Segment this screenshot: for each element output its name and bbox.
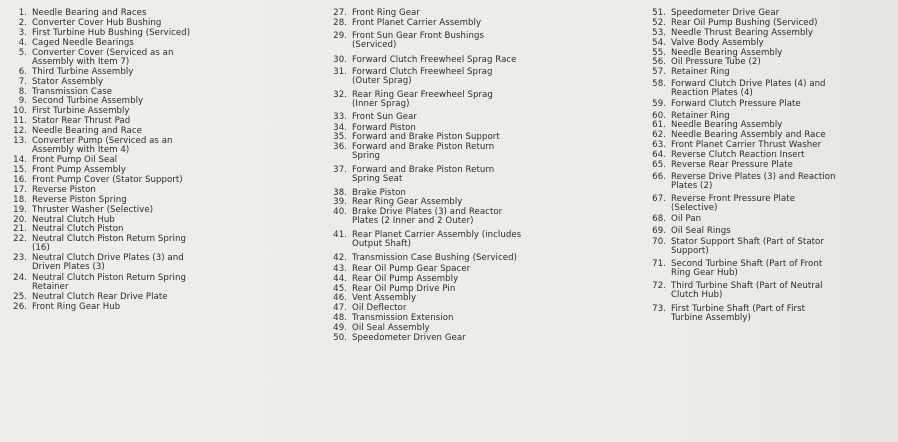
legend-item-text: Front Planet Carrier Assembly: [352, 17, 482, 28]
legend-item-text: Converter Pump (Serviced as an Assembly with Item 4): [32, 135, 173, 156]
legend-item-text: Thruster Washer (Selective): [32, 204, 154, 215]
legend-item-text: Forward Clutch Drive Plates (4) and Reaction Plates (4): [671, 78, 826, 99]
legend-column-2: [326, 9, 626, 344]
legend-item: [6, 196, 306, 205]
legend-item: [6, 293, 306, 302]
legend-item-number: 58.: [652, 78, 666, 89]
legend-item: [326, 90, 626, 109]
legend-item: [6, 303, 306, 312]
legend-item-text: Rear Oil Pump Bushing (Serviced): [671, 17, 818, 28]
legend-item-text: Front Pump Oil Seal: [32, 155, 118, 166]
legend-item-number: 36.: [333, 142, 347, 153]
legend-item-number: 25.: [13, 291, 27, 302]
legend-item-number: 68.: [652, 214, 666, 225]
legend-item-text: Brake Piston: [352, 187, 406, 198]
legend-item: [6, 186, 306, 195]
legend-item-number: 45.: [333, 283, 347, 294]
legend-item-number: 28.: [333, 17, 347, 28]
legend-item: [645, 100, 895, 109]
legend-item-number: 14.: [13, 155, 27, 166]
legend-item-text: Neutral Clutch Piston: [32, 224, 124, 235]
legend-item-text: Forward Clutch Freewheel Sprag Race: [352, 54, 517, 65]
legend-item-number: 65.: [652, 159, 666, 171]
legend-item-number: 61.: [652, 120, 666, 131]
legend-item-number: 37.: [333, 164, 347, 175]
legend-item-number: 29.: [333, 30, 347, 42]
legend-item-text: Neutral Clutch Drive Plates (3) and Driven Plates (3): [32, 253, 184, 273]
legend-item-text: Converter Cover (Serviced as an Assembly with Item 7): [32, 47, 174, 68]
legend-item: [6, 39, 306, 48]
legend-item-text: Reverse Piston: [32, 184, 96, 195]
legend-item-text: Rear Ring Gear Assembly: [352, 197, 463, 208]
legend-item: [326, 334, 626, 343]
legend-item: [6, 19, 306, 28]
legend-item-number: 1.: [18, 7, 27, 19]
legend-item: [645, 173, 895, 192]
legend-item-text: Second Turbine Shaft (Part of Front Ring Gear Hub): [671, 258, 823, 279]
legend-item-text: Oil Seal Rings: [671, 225, 731, 236]
legend-item-text: Retainer Ring: [671, 110, 730, 121]
legend-item-text: Neutral Clutch Piston Return Spring (16): [32, 234, 186, 254]
legend-item-text: Rear Oil Pump Drive Pin: [352, 283, 456, 294]
legend-item-text: Oil Pan: [671, 214, 702, 225]
legend-item-number: 39.: [333, 197, 347, 208]
legend-item: [645, 29, 895, 38]
legend-item-text: Transmission Case Bushing (Serviced): [352, 252, 518, 263]
legend-item-text: Second Turbine Assembly: [32, 96, 144, 107]
legend-item-text: Forward Piston: [352, 122, 416, 133]
legend-item-number: 66.: [652, 172, 666, 183]
legend-item: [6, 137, 306, 156]
legend-item-number: 21.: [13, 224, 27, 235]
legend-item-text: Rear Oil Pump Gear Spacer: [352, 263, 471, 274]
legend-item-number: 3.: [18, 27, 27, 38]
legend-item-number: 56.: [652, 57, 666, 68]
legend-column-3: [645, 9, 895, 324]
legend-item-number: 55.: [652, 47, 666, 58]
legend-item-number: 13.: [13, 135, 27, 146]
legend-item-text: Reverse Piston Spring: [32, 194, 127, 205]
legend-item-number: 38.: [333, 187, 347, 198]
legend-item-number: 62.: [652, 130, 666, 141]
legend-item: [6, 29, 306, 38]
legend-item: [326, 19, 626, 28]
legend-item-text: Retainer Ring: [671, 67, 730, 78]
legend-item-number: 63.: [652, 140, 666, 151]
legend-item: [326, 231, 626, 250]
legend-item: [645, 282, 895, 301]
legend-item-text: Transmission Extension: [352, 313, 454, 324]
legend-item-number: 40.: [333, 207, 347, 218]
legend-item-number: 20.: [13, 214, 27, 225]
legend-item-text: Reverse Drive Plates (3) and Reaction Plates (2): [671, 172, 836, 192]
legend-item-number: 57.: [652, 67, 666, 78]
legend-item: [326, 253, 626, 262]
legend-item: [645, 238, 895, 257]
legend-item-text: Vent Assembly: [352, 293, 417, 304]
legend-item-number: 4.: [18, 37, 27, 48]
legend-item-text: Needle Thrust Bearing Assembly: [671, 27, 814, 38]
legend-item-number: 2.: [18, 17, 27, 28]
legend-item-number: 24.: [13, 272, 27, 283]
legend-item-text: Speedometer Driven Gear: [352, 332, 466, 344]
legend-item-number: 48.: [333, 313, 347, 324]
legend-item-number: 67.: [652, 193, 666, 204]
legend-item-number: 11.: [13, 116, 27, 127]
legend-item: [645, 19, 895, 28]
legend-item: [645, 227, 895, 236]
legend-item-number: 34.: [333, 122, 347, 133]
legend-item: [326, 265, 626, 274]
legend-item-text: Forward and Brake Piston Return Spring: [352, 142, 495, 162]
legend-item: [6, 48, 306, 67]
legend-item-number: 59.: [652, 99, 666, 110]
legend-item-text: Third Turbine Shaft (Part of Neutral Clutch Hub): [671, 281, 823, 301]
legend-item-text: Forward Clutch Pressure Plate: [671, 99, 801, 110]
legend-item: [6, 206, 306, 215]
legend-item-text: Oil Pressure Tube (2): [671, 57, 761, 68]
legend-item: [645, 161, 895, 170]
legend-item-text: First Turbine Assembly: [32, 106, 130, 117]
legend-item-number: 51.: [652, 7, 666, 19]
legend-item: [6, 78, 306, 87]
legend-item: [326, 143, 626, 162]
legend-item: [6, 273, 306, 292]
legend-item-text: Brake Drive Plates (3) and Reactor Plates (2 Inner and 2 Outer): [352, 207, 503, 227]
legend-item-number: 5.: [18, 47, 27, 58]
legend-item-text: Needle Bearing Assembly and Race: [671, 130, 826, 141]
legend-item-number: 53.: [652, 27, 666, 38]
legend-item: [326, 32, 626, 51]
legend-item-number: 10.: [13, 106, 27, 117]
legend-item: [6, 254, 306, 273]
legend-item-number: 71.: [652, 258, 666, 269]
legend-item: [645, 39, 895, 48]
legend-item-number: 42.: [333, 252, 347, 263]
legend-item: [326, 56, 626, 65]
legend-item-text: Rear Ring Gear Freewheel Sprag (Inner Sprag): [352, 89, 493, 110]
legend-item-number: 17.: [13, 184, 27, 195]
legend-item-number: 15.: [13, 164, 27, 176]
legend-item: [326, 68, 626, 87]
legend-item-text: Caged Needle Bearings: [32, 37, 134, 48]
legend-item-number: 43.: [333, 263, 347, 274]
legend-item: [645, 68, 895, 77]
legend-item-number: 30.: [333, 54, 347, 65]
legend-item-number: 60.: [652, 110, 666, 121]
legend-item-number: 23.: [13, 253, 27, 264]
legend-item-text: Oil Deflector: [352, 303, 407, 314]
legend-item: [645, 215, 895, 224]
legend-item-number: 70.: [652, 236, 666, 248]
legend-item-text: Rear Oil Pump Assembly: [352, 273, 459, 284]
legend-item-number: 31.: [333, 66, 347, 78]
legend-item-text: Speedometer Drive Gear: [671, 7, 780, 19]
legend-item-number: 12.: [13, 125, 27, 137]
legend-item-text: Reverse Rear Pressure Plate: [671, 159, 793, 171]
legend-item-text: Rear Planet Carrier Assembly (includes Output Shaft): [352, 229, 522, 250]
legend-item-number: 8.: [18, 86, 27, 97]
legend-item: [645, 195, 895, 214]
legend-item-number: 18.: [13, 194, 27, 205]
legend-item-number: 41.: [333, 229, 347, 240]
legend-item-text: Forward and Brake Piston Return Spring Seat: [352, 164, 495, 185]
legend-item-number: 52.: [652, 17, 666, 28]
legend-item-number: 47.: [333, 303, 347, 314]
legend-item-number: 69.: [652, 225, 666, 236]
legend-item-text: Front Sun Gear: [352, 112, 417, 123]
legend-item-text: Third Turbine Assembly: [32, 66, 134, 77]
legend-item-number: 22.: [13, 234, 27, 245]
legend-item-text: Converter Cover Hub Bushing: [32, 17, 162, 28]
legend-item-number: 49.: [333, 323, 347, 334]
legend-item: [645, 259, 895, 278]
legend-item-text: Front Pump Cover (Stator Support): [32, 174, 183, 186]
legend-item-text: Front Pump Assembly: [32, 164, 126, 176]
legend-item-text: First Turbine Hub Bushing (Serviced): [32, 27, 191, 38]
legend-item-text: Stator Rear Thrust Pad: [32, 116, 131, 127]
legend-item-text: Needle Bearing Assembly: [671, 120, 783, 131]
legend-item-text: Front Ring Gear Hub: [32, 301, 121, 312]
legend-item-text: Reverse Front Pressure Plate (Selective): [671, 193, 796, 214]
legend-column-1: [6, 9, 306, 313]
legend-item-number: 7.: [18, 76, 27, 87]
legend-item-text: Stator Assembly: [32, 76, 104, 87]
legend-item-number: 26.: [13, 301, 27, 312]
legend-item-text: Stator Support Shaft (Part of Stator Support): [671, 236, 824, 257]
legend-item-text: Valve Body Assembly: [671, 37, 764, 48]
legend-item-number: 27.: [333, 7, 347, 19]
legend-item-text: Neutral Clutch Piston Return Spring Retainer: [32, 272, 186, 293]
legend-item-text: Forward Clutch Freewheel Sprag (Outer Sprag): [352, 66, 493, 87]
legend-item-text: Front Ring Gear: [352, 7, 420, 19]
legend-item: [6, 68, 306, 77]
legend-item-number: 64.: [652, 149, 666, 161]
legend-item-text: Needle Bearing and Race: [32, 125, 142, 137]
legend-item-text: Reverse Clutch Reaction Insert: [671, 149, 805, 161]
legend-item: [645, 305, 895, 324]
legend-item-text: Needle Bearing Assembly: [671, 47, 783, 58]
legend-item-number: 50.: [333, 332, 347, 344]
legend-item-number: 19.: [13, 204, 27, 215]
legend-item-number: 16.: [13, 174, 27, 186]
legend-item-number: 35.: [333, 132, 347, 143]
legend-item-number: 72.: [652, 281, 666, 292]
legend-item: [326, 208, 626, 227]
legend-item-number: 32.: [333, 89, 347, 100]
legend-item-text: Front Sun Gear Front Bushings (Serviced): [352, 30, 484, 51]
legend-item-text: Forward and Brake Piston Support: [352, 132, 500, 143]
legend-item-number: 54.: [652, 37, 666, 48]
legend-item-number: 44.: [333, 273, 347, 284]
legend-item-text: Needle Bearing and Races: [32, 7, 147, 19]
legend-item: [326, 113, 626, 122]
legend-item: [326, 166, 626, 185]
legend-item-text: First Turbine Shaft (Part of First Turbine Assembly): [671, 303, 806, 324]
legend-item: [6, 235, 306, 254]
legend-item-text: Oil Seal Assembly: [352, 323, 430, 334]
legend-item-text: Transmission Case: [32, 86, 113, 97]
legend-item: [326, 275, 626, 284]
legend-item: [645, 79, 895, 98]
legend-item-text: Front Planet Carrier Thrust Washer: [671, 140, 822, 151]
legend-item-number: 9.: [18, 96, 27, 107]
legend-item-number: 6.: [18, 66, 27, 77]
legend-item-number: 73.: [652, 303, 666, 314]
legend-item-number: 33.: [333, 112, 347, 123]
legend-item-text: Neutral Clutch Hub: [32, 214, 115, 225]
legend-item-number: 46.: [333, 293, 347, 304]
legend-item-text: Neutral Clutch Rear Drive Plate: [32, 291, 168, 302]
